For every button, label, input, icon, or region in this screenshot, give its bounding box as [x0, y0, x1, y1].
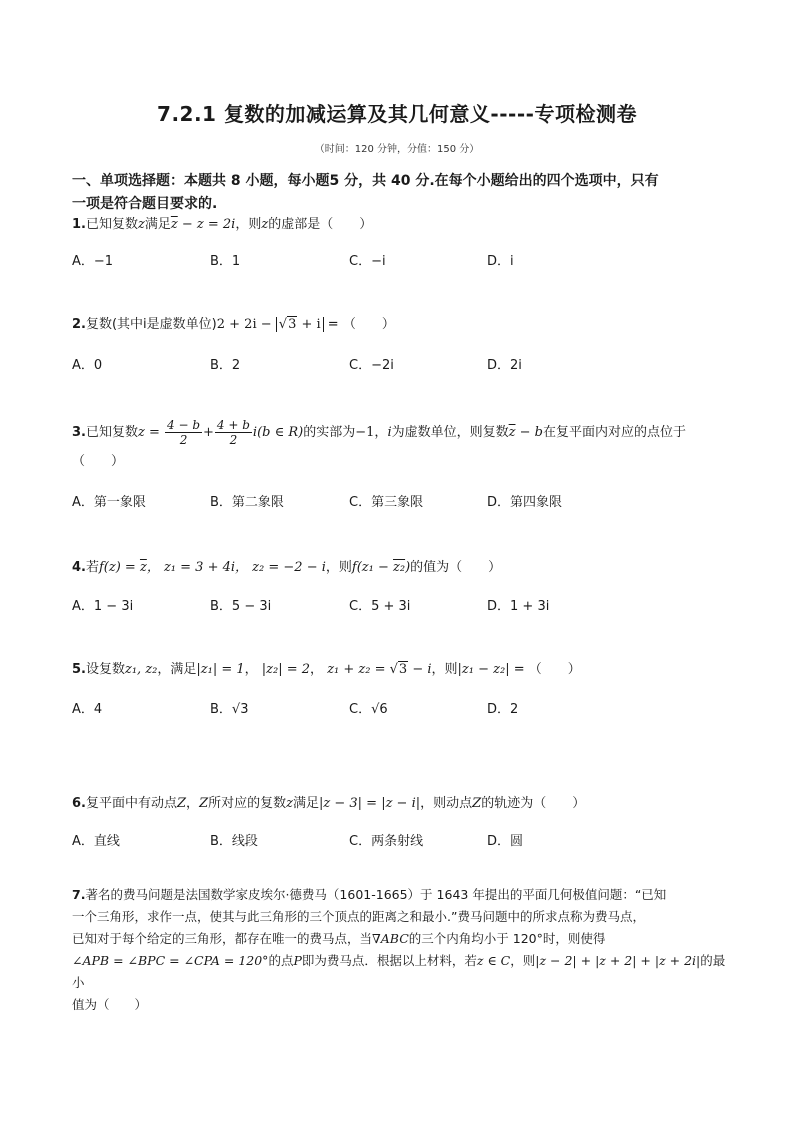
- math-expression: |z − 2| + |z + 2| + |z + 2i|: [535, 953, 701, 968]
- question-answer-blank: （ ）: [72, 454, 125, 469]
- option-a[interactable]: A．−1: [72, 254, 114, 269]
- page-subtitle: （时间：120 分钟，分值：150 分）: [314, 144, 480, 155]
- question-number: 5.: [72, 662, 86, 677]
- question-4: [72, 557, 732, 579]
- option-b[interactable]: B．第二象限: [210, 495, 284, 510]
- option-c[interactable]: C．−2i: [349, 358, 394, 373]
- option-c[interactable]: C．−i: [349, 254, 386, 269]
- section-heading: [72, 170, 732, 216]
- question-7: [72, 884, 732, 1016]
- math-operator: +: [203, 425, 214, 440]
- question-text: ，则: [510, 953, 536, 968]
- question-number: 4.: [72, 560, 86, 575]
- option-c[interactable]: C．两条射线: [349, 834, 424, 849]
- option-a[interactable]: A．直线: [72, 834, 120, 849]
- math-expression: f(z) =: [99, 560, 140, 575]
- math-value: −1: [355, 425, 375, 440]
- question-number: 1.: [72, 217, 86, 232]
- math-expression: ∠APB = ∠BPC = ∠CPA = 120°: [72, 953, 269, 968]
- question-6-options: [72, 830, 732, 850]
- math-expression: z ∈ C: [476, 953, 511, 968]
- question-3-options: [72, 491, 732, 511]
- math-expression: i(b ∈ R): [252, 425, 304, 440]
- math-fraction: [215, 418, 252, 447]
- math-expression: ， z₂ = −2 − i: [235, 560, 326, 575]
- question-text: 的轨迹为（ ）: [481, 796, 586, 811]
- math-var: Z: [177, 796, 187, 811]
- math-var: z: [138, 217, 145, 232]
- fraction-numerator: 4 − b: [167, 418, 201, 432]
- section-heading-line2: 一项是符合题目要求的.: [72, 196, 218, 212]
- math-expression: − i: [408, 662, 432, 677]
- math-expression: ∇ABC: [372, 931, 409, 946]
- math-sqrt-radicand: 3: [398, 662, 408, 677]
- question-line: [72, 884, 732, 906]
- math-var: Z: [472, 796, 482, 811]
- math-sqrt: √3: [389, 662, 408, 677]
- question-5: 5.设复数z₁, z₂，满足|z₁| = 1， |z₂| = 2， z₁ + z₂ = √3 − i，则|z₁ − z₂| = （ ）: [72, 662, 581, 677]
- option-d[interactable]: D．第四象限: [487, 495, 563, 510]
- question-text: 的最小: [72, 953, 726, 990]
- math-expression: |z₂| = 2: [261, 662, 311, 677]
- fraction-denominator: 2: [229, 433, 238, 447]
- option-b[interactable]: B．5 − 3i: [210, 599, 272, 614]
- question-text: ，满足: [157, 662, 197, 677]
- question-number: 7.: [72, 887, 86, 902]
- question-line: 值为（ ）: [72, 997, 148, 1012]
- option-b[interactable]: B．√3: [210, 702, 249, 717]
- section-heading-line1: 一、单项选择题：本题共 8 小题，每小题5 分，共 40 分.在每个小题给出的四个选项中，只有: [72, 173, 659, 189]
- question-text: 已知复数: [85, 217, 138, 232]
- question-text: 的值为（ ）: [410, 560, 502, 575]
- question-text: 设复数: [85, 662, 125, 677]
- math-var: z: [286, 796, 293, 811]
- question-1-options: [72, 250, 732, 270]
- question-text: 的三个内角均小于 120°时，则使得: [408, 931, 606, 946]
- math-conjugate: $\overline{z}$: [508, 425, 516, 440]
- math-expression: − z = 2i: [177, 217, 236, 232]
- question-text: ，则: [325, 560, 352, 575]
- math-expression: z =: [138, 425, 165, 440]
- question-line: 一个三角形，求作一点，使其与此三角形的三个顶点的距离之和最小.”费马问题中的所求点称为费马点，: [72, 909, 645, 924]
- math-expression: |z₁ − z₂|: [457, 662, 510, 677]
- question-text: 著名的费马问题是法国数学家皮埃尔·德费马（1601-1665）于 1643 年提出的平面几何极值问题：“已知: [85, 887, 667, 902]
- question-text: 所对应的复数: [208, 796, 287, 811]
- option-b[interactable]: B．线段: [210, 834, 258, 849]
- question-text: 已知复数: [85, 425, 138, 440]
- option-a[interactable]: A．0: [72, 358, 103, 373]
- option-d[interactable]: D．1 + 3i: [487, 599, 550, 614]
- question-text: 的点: [268, 953, 294, 968]
- question-6: [72, 793, 732, 815]
- question-text: 已知对于每个给定的三角形，都存在唯一的费马点，当: [72, 931, 373, 946]
- question-number: 6.: [72, 796, 86, 811]
- math-expression: z₁ + z₂ =: [327, 662, 390, 677]
- question-text: = （ ）: [509, 662, 581, 677]
- question-text: 在复平面内对应的点位于: [542, 425, 686, 440]
- question-3: [72, 418, 732, 473]
- question-text: = （ ）: [323, 317, 395, 332]
- math-conjugate: $\overline{z}$: [139, 560, 147, 575]
- question-text: ，: [374, 425, 388, 440]
- option-b[interactable]: B．1: [210, 254, 241, 269]
- option-d[interactable]: D．圆: [487, 834, 524, 849]
- option-c[interactable]: C．√6: [349, 702, 388, 717]
- math-var: P: [293, 953, 302, 968]
- option-c[interactable]: C．第三象限: [349, 495, 424, 510]
- question-text: ，则: [431, 662, 458, 677]
- math-expression: 2 + 2i −: [216, 317, 276, 332]
- page-title: 7.2.1 复数的加减运算及其几何意义-----专项检测卷: [157, 102, 637, 126]
- math-expression: |z₁| = 1: [196, 662, 245, 677]
- math-expression: z₁, z₂: [125, 662, 158, 677]
- option-d[interactable]: D．i: [487, 254, 514, 269]
- question-text: 满足: [144, 217, 171, 232]
- question-text: 若: [85, 560, 99, 575]
- question-5-options: [72, 698, 732, 718]
- option-b[interactable]: B．2: [210, 358, 241, 373]
- math-fraction: [165, 418, 202, 447]
- option-a[interactable]: A．4: [72, 702, 103, 717]
- math-expression: ): [405, 560, 411, 575]
- fraction-numerator: 4 + b: [216, 418, 250, 432]
- question-text: 满足: [292, 796, 319, 811]
- question-number: 2.: [72, 317, 86, 332]
- question-text: 的实部为: [303, 425, 356, 440]
- math-expression: f(z₁ −: [351, 560, 394, 575]
- question-text: ，则动点: [420, 796, 473, 811]
- question-text: 为虚数单位，则复数: [391, 425, 509, 440]
- option-c[interactable]: C．5 + 3i: [349, 599, 411, 614]
- question-2: [72, 314, 732, 336]
- question-text: 复平面中有动点: [85, 796, 177, 811]
- question-text: ，则: [235, 217, 262, 232]
- question-line: [72, 928, 732, 950]
- question-4-options: [72, 595, 732, 615]
- math-var: z: [261, 217, 269, 232]
- math-sqrt: 3: [288, 317, 297, 332]
- question-text: 即为费马点．根据以上材料，若: [301, 953, 477, 968]
- math-conjugate: z₂: [393, 560, 406, 575]
- math-expression: + i: [297, 317, 321, 332]
- question-2-options: [72, 354, 732, 374]
- question-text: 复数(其中i是虚数单位): [85, 317, 217, 332]
- math-expression: |z − 3| = |z − i|: [319, 796, 421, 811]
- option-d[interactable]: D．2: [487, 702, 519, 717]
- question-line: [72, 950, 732, 994]
- question-text: 的虚部是（ ）: [268, 217, 373, 232]
- fraction-denominator: 2: [179, 433, 188, 447]
- math-expression: − b: [515, 425, 543, 440]
- math-expression: ， z₁ = 3 + 4i: [146, 560, 236, 575]
- question-1: [72, 214, 732, 236]
- option-a[interactable]: A．1 − 3i: [72, 599, 134, 614]
- question-number: 3.: [72, 425, 86, 440]
- option-a[interactable]: A．第一象限: [72, 495, 146, 510]
- option-d[interactable]: D．2i: [487, 358, 522, 373]
- math-conjugate: $\overline{z}$: [170, 217, 178, 232]
- math-var: i: [387, 425, 392, 440]
- question-text: ，: [186, 796, 200, 811]
- math-abs: √3 + i: [276, 317, 324, 332]
- math-var: Z: [199, 796, 209, 811]
